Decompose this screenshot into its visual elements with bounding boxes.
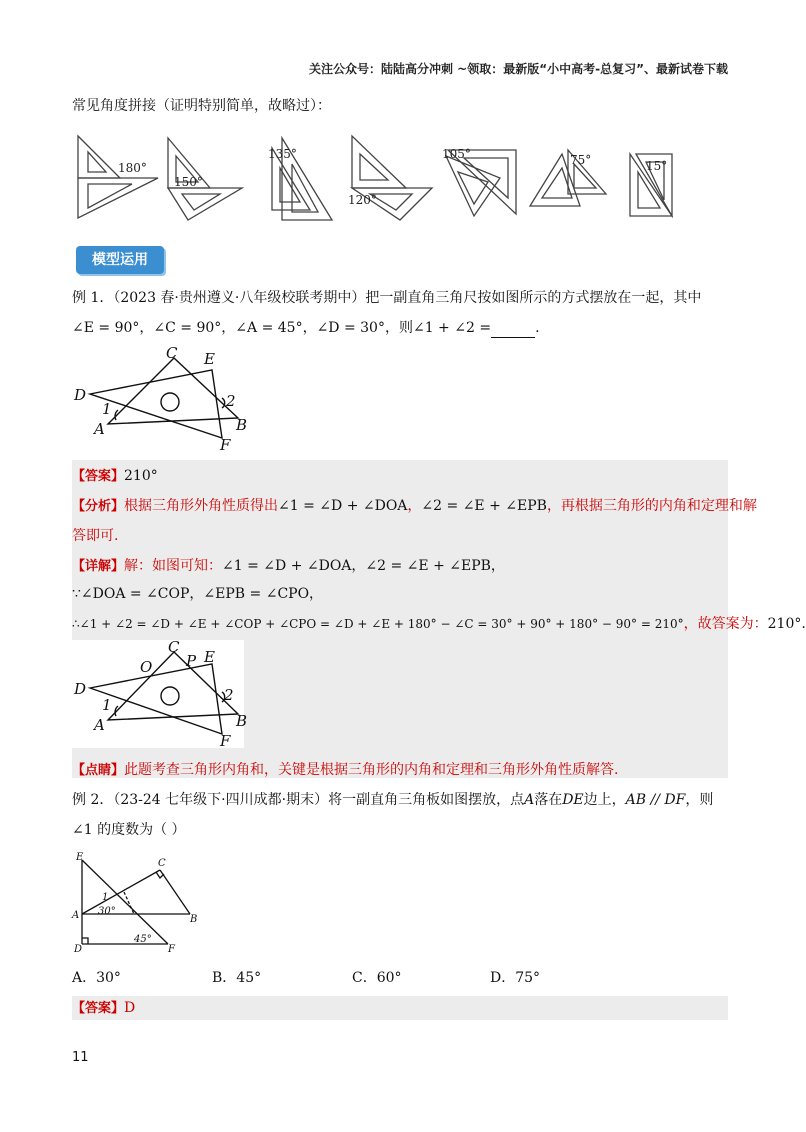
analysis-line2: 答即可. bbox=[72, 528, 119, 544]
ex2-figure bbox=[72, 852, 212, 954]
label-D: D bbox=[74, 944, 83, 955]
section-tag: 模型运用 bbox=[76, 246, 164, 274]
label-1: 1 bbox=[102, 892, 109, 903]
answer-value: 210° bbox=[124, 468, 158, 484]
ex2-line1 bbox=[72, 790, 713, 810]
option-c[interactable]: C．60° bbox=[352, 970, 402, 986]
angle-label: 150° bbox=[174, 175, 203, 189]
ex2-answer-block bbox=[72, 996, 728, 1020]
ex2-text: 落在 bbox=[534, 792, 563, 808]
right-angle-D bbox=[82, 938, 88, 944]
label-C: C bbox=[158, 858, 166, 869]
ex2-text: 例 2．（23-24 七年级下·四川成都·期末）将一副直角三角板如图摆放，点 bbox=[72, 792, 525, 808]
formula: ∠1 = ∠D + ∠DOA，∠2 = ∠E + ∠EPB， bbox=[222, 558, 505, 574]
angle-label: 105° bbox=[442, 147, 471, 161]
angle-splicing-figures bbox=[70, 128, 710, 228]
detail-line3 bbox=[72, 614, 806, 634]
formula: ∴∠1 + ∠2 = ∠D + ∠E + ∠COP + ∠CPO = ∠D + ∠E + 180° − ∠C = 30° + 90° + 180° − 90° = 210° bbox=[72, 617, 684, 631]
segment-CB bbox=[160, 870, 190, 914]
answer-value: D bbox=[124, 1000, 136, 1016]
circle-mark bbox=[161, 687, 179, 705]
detail-text: 解：如图可知： bbox=[124, 558, 223, 574]
right-angle-C bbox=[156, 872, 164, 878]
answer-label: 【答案】 bbox=[72, 469, 125, 484]
remark-label: 【点睛】 bbox=[72, 763, 125, 778]
analysis-text: 根据三角形外角性质得出 bbox=[124, 498, 279, 514]
detail-label: 【详解】 bbox=[72, 559, 125, 574]
answer-label: 【答案】 bbox=[72, 1001, 125, 1016]
ex2-text: 边上， bbox=[583, 792, 626, 808]
analysis-label: 【分析】 bbox=[72, 499, 125, 514]
label-A: A bbox=[94, 716, 105, 734]
formula: ∠2 = ∠E + ∠EPB bbox=[421, 498, 547, 514]
label-P: P bbox=[186, 652, 197, 670]
option-a[interactable]: A．30° bbox=[72, 970, 121, 986]
ex1-remark bbox=[72, 760, 618, 781]
ex1-figure bbox=[70, 346, 260, 452]
analysis-sep: ， bbox=[407, 498, 422, 514]
label-E: E bbox=[204, 350, 215, 368]
label-C: C bbox=[168, 638, 180, 656]
segment-AC bbox=[82, 870, 160, 914]
label-F: F bbox=[220, 732, 231, 750]
label-E: E bbox=[204, 648, 215, 666]
angle-label: 120° bbox=[348, 193, 377, 207]
label-A: A bbox=[94, 420, 105, 438]
ex1-line2 bbox=[72, 318, 540, 338]
label-2: 2 bbox=[226, 392, 236, 410]
ex2-line2: ∠1 的度数为（ ） bbox=[72, 822, 186, 838]
label-B: B bbox=[236, 416, 248, 434]
label-F: F bbox=[220, 436, 231, 454]
ex1-analysis bbox=[72, 496, 757, 517]
label-O: O bbox=[140, 658, 153, 676]
detail-period: . bbox=[801, 616, 806, 632]
figure-75 bbox=[530, 150, 606, 206]
label-1: 1 bbox=[102, 696, 112, 714]
ex2-answer bbox=[72, 998, 135, 1019]
ex2-parallel: AB // DF bbox=[625, 792, 686, 808]
label-30: 30° bbox=[98, 906, 116, 917]
ex1-period: . bbox=[535, 320, 540, 336]
detail-text: ，故答案为： bbox=[683, 616, 768, 632]
label-D: D bbox=[74, 386, 87, 404]
label-A: A bbox=[72, 910, 80, 921]
ex1-answer bbox=[72, 466, 158, 487]
page-number: 11 bbox=[72, 1050, 89, 1065]
angle-label: 180° bbox=[118, 161, 147, 175]
label-45: 45° bbox=[134, 934, 152, 945]
intro-text: 常见角度拼接（证明特别简单，故略过）： bbox=[72, 98, 331, 114]
option-b[interactable]: B．45° bbox=[212, 970, 262, 986]
label-B: B bbox=[236, 712, 248, 730]
analysis-text: ，再根据三角形的内角和定理和解 bbox=[546, 498, 757, 514]
figure-120 bbox=[352, 136, 432, 220]
detail-answer: 210° bbox=[767, 616, 802, 632]
ex1-detail bbox=[72, 556, 505, 577]
option-d[interactable]: D．75° bbox=[490, 970, 541, 986]
label-C: C bbox=[166, 344, 178, 362]
label-F: F bbox=[168, 944, 175, 955]
label-D: D bbox=[74, 680, 87, 698]
page-header: 关注公众号：陆陆高分冲刺 ~领取：最新版“小中高考-总复习”、最新试卷下载 bbox=[309, 62, 728, 76]
label-E: E bbox=[76, 852, 84, 863]
ex1-given: ∠E = 90°，∠C = 90°，∠A = 45°，∠D = 30°，则∠1 + ∠2 = bbox=[72, 320, 492, 336]
ex2-point: A bbox=[524, 792, 535, 808]
ex1-line1: 例 1．（2023 春·贵州遵义·八年级校联考期中）把一副直角三角尺按如图所示的方式摆放在一起，其中 bbox=[72, 290, 702, 306]
angle-label: 135° bbox=[268, 147, 297, 161]
angle-label: 15° bbox=[646, 159, 668, 173]
circle-mark bbox=[161, 393, 179, 411]
angle-label: 75° bbox=[570, 153, 592, 167]
label-1: 1 bbox=[102, 400, 112, 418]
ex2-text: ，则 bbox=[685, 792, 714, 808]
ex2-segment: DE bbox=[562, 792, 584, 808]
formula: ∠1 = ∠D + ∠DOA bbox=[278, 498, 408, 514]
remark-text: 此题考查三角形内角和，关键是根据三角形的内角和定理和三角形外角性质解答. bbox=[124, 762, 619, 778]
label-B: B bbox=[190, 914, 198, 925]
figure-180 bbox=[78, 136, 158, 218]
answer-blank bbox=[491, 323, 535, 338]
label-2: 2 bbox=[224, 686, 234, 704]
ex1-figure-2 bbox=[70, 640, 250, 750]
detail-line2: ∵∠DOA = ∠COP，∠EPB = ∠CPO， bbox=[72, 586, 324, 602]
